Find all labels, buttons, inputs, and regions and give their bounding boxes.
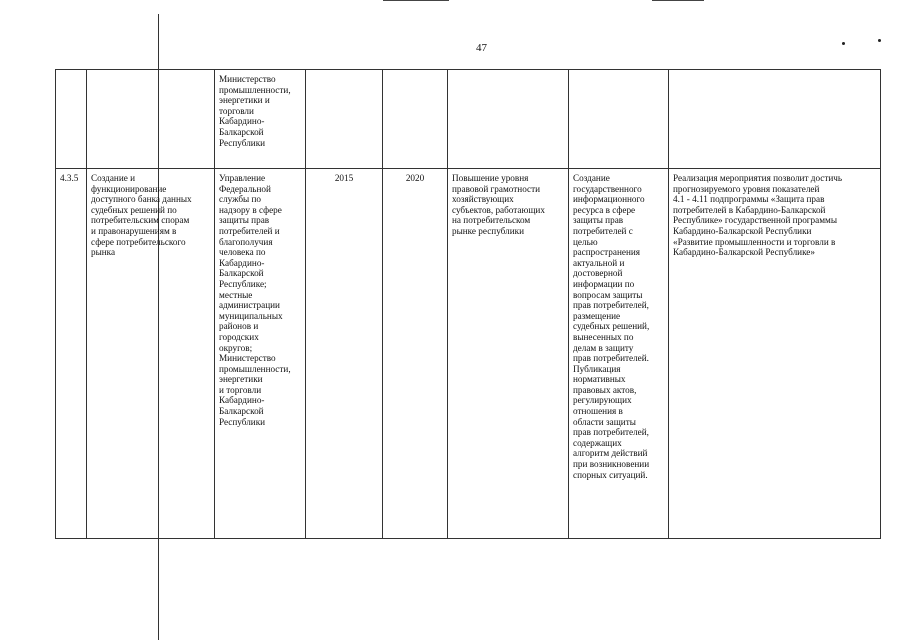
cell-start-year: 2015 [306,169,383,539]
cell-indicators-empty [669,70,881,169]
cell-number-empty [56,70,87,169]
cell-end-year-empty [383,70,448,169]
cell-number: 4.3.5 [56,169,87,539]
scan-dot [878,39,881,42]
scan-top-mark-right [652,0,704,1]
cell-event-empty [87,70,215,169]
table-row-continued [56,70,881,169]
cell-start-year-empty [306,70,383,169]
cell-expected-result: Повышение уровня правовой грамотности хозяйствующих субъектов, работающих на потребительском рынке республики [448,169,569,539]
cell-indicators: Реализация мероприятия позволит достичь прогнозируемого уровня показателей 4.1 - 4.11 подпрограммы «Защита прав потребителей в Кабардино-Балкарской Республике» государственной программы Кабардино-Балкарской Республики «Развитие промышленности и торговли в Кабардино-Балкарской Республике» [669,169,881,539]
cell-result-empty [448,70,569,169]
table-row [56,169,881,539]
cell-end-year: 2020 [383,169,448,539]
page-number: 47 [476,42,487,54]
cell-event: Создание и функционирование доступного банка данных судебных решений по потребительским спорам и правонарушениям в сфере потребительского рынка [87,169,215,539]
scan-dot [842,42,845,45]
program-table [55,69,881,539]
cell-description: Создание государственного информационного ресурса в сфере защиты прав потребителей с целью распространения актуальной и достоверной информации по вопросам защиты прав потребителей, размещение судебных решений, вынесенных по делам в защиту прав потребителей. Публикация нормативных правовых актов, регулирующих отношения в области защиты прав потребителей, содержащих алгоритм действий при возникновении спорных ситуаций. [569,169,669,539]
cell-description-empty [569,70,669,169]
scan-top-mark [383,0,449,1]
cell-executor: Министерство промышленности, энергетики и торговли Кабардино- Балкарской Республики [215,70,306,169]
cell-executor: Управление Федеральной службы по надзору в сфере защиты прав потребителей и благополучия человека по Кабардино- Балкарской Республике; местные администрации муниципальных районов и городских округов; Министерство промышленности, энергетики и торговли Кабардино- Балкарской Республики [215,169,306,539]
